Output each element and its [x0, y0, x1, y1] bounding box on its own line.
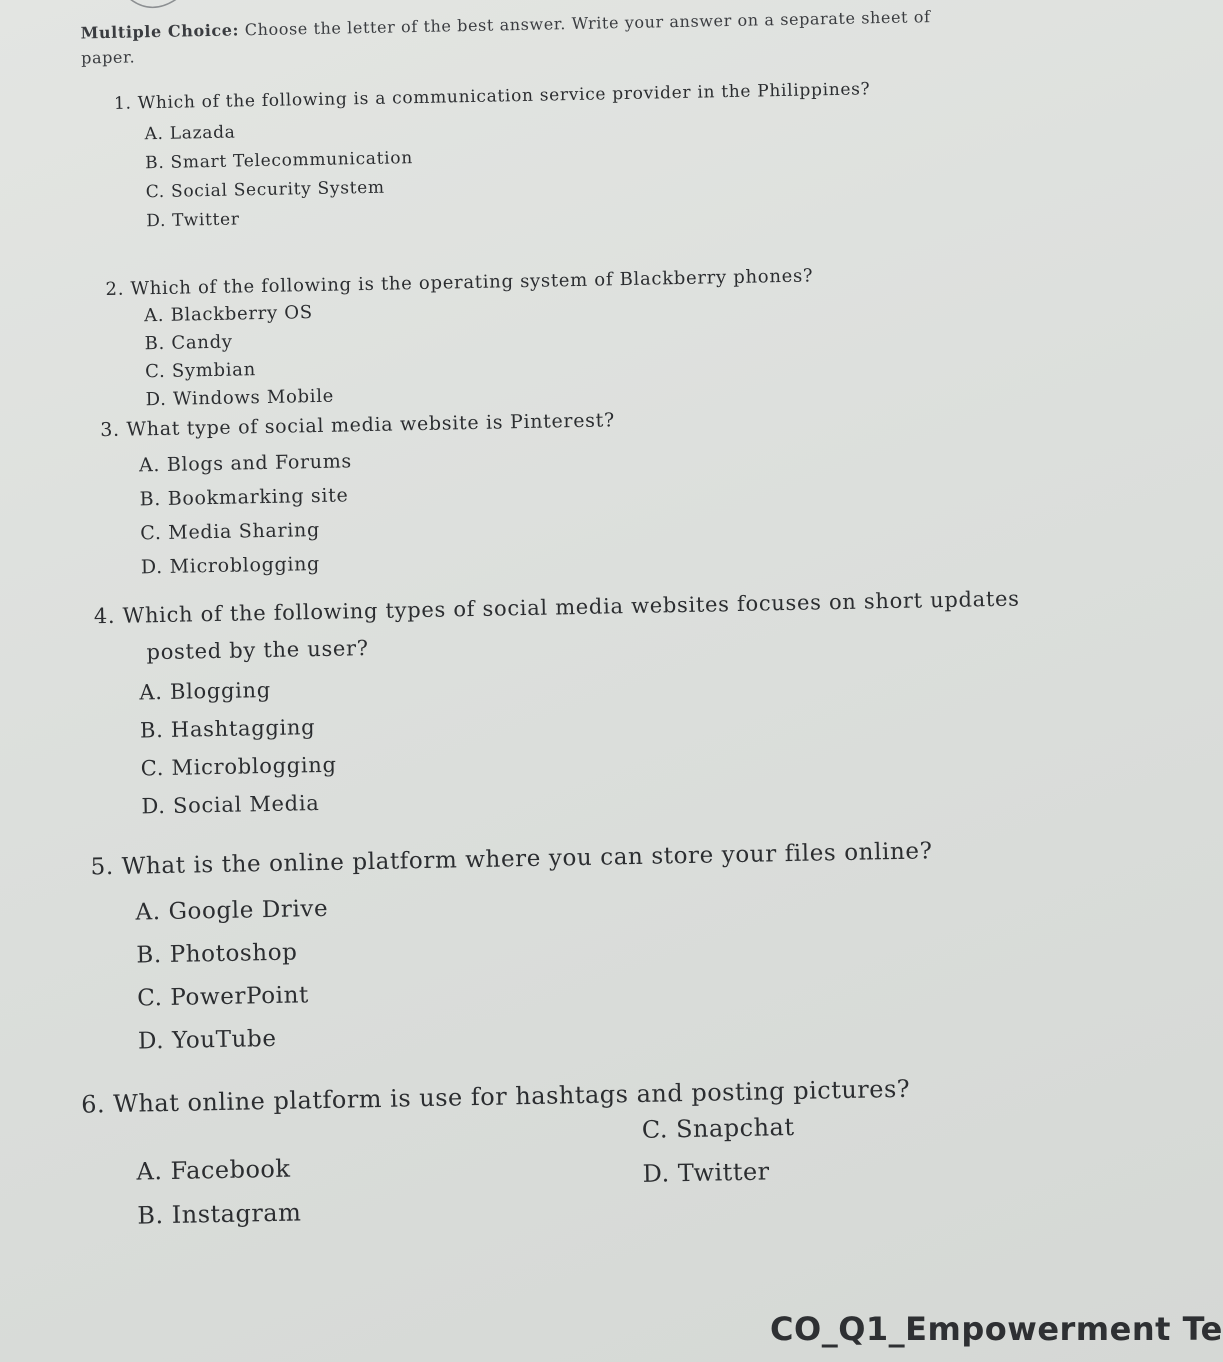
- question-4: [94, 580, 1038, 826]
- question-1-option-c: C. Social Security System: [145, 177, 385, 203]
- instructions-lead: Multiple Choice:: [80, 20, 240, 43]
- question-1-option-b: B. Smart Telecommunication: [144, 148, 414, 174]
- question-3-text: 3. What type of social media website is Pinterest?: [100, 409, 616, 442]
- question-4-option-a: A. Blogging: [139, 677, 272, 705]
- question-2-option-a: A. Blackberry OS: [143, 302, 313, 327]
- question-2-option-c: C. Symbian: [144, 359, 257, 383]
- question-2: [105, 260, 968, 415]
- question-6: [81, 1067, 1084, 1266]
- question-5-option-a: A. Google Drive: [135, 895, 329, 926]
- question-5-option-b: B. Photoshop: [136, 939, 298, 969]
- question-5: [90, 832, 1054, 1064]
- question-3-option-d: D. Microblogging: [140, 552, 321, 579]
- handwritten-mark: [120, 0, 201, 20]
- question-1-option-d: D. Twitter: [146, 209, 240, 232]
- question-5-option-c: C. PowerPoint: [136, 982, 310, 1012]
- question-6-option-d: D. Twitter: [642, 1157, 770, 1188]
- question-2-option-d: D. Windows Mobile: [145, 385, 335, 411]
- question-4-option-b: B. Hashtagging: [139, 715, 316, 743]
- question-6-option-a: A. Facebook: [136, 1154, 291, 1186]
- question-4-option-c: C. Microblogging: [140, 752, 337, 781]
- question-5-option-d: D. YouTube: [137, 1025, 277, 1055]
- question-3: [100, 400, 963, 585]
- question-6-option-b: B. Instagram: [137, 1198, 302, 1230]
- question-4-option-d: D. Social Media: [141, 791, 320, 819]
- question-1-text: 1. Which of the following is a communication service provider in the Philippines?: [113, 79, 871, 114]
- question-6-text: 6. What online platform is use for hashtags and posting pictures?: [80, 1074, 911, 1119]
- question-3-option-b: B. Bookmarking site: [139, 484, 349, 511]
- question-5-text: 5. What is the online platform where you can store your files online?: [90, 838, 933, 881]
- instructions: [80, 3, 981, 70]
- question-1-option-a: A. Lazada: [144, 122, 236, 145]
- question-3-option-c: C. Media Sharing: [140, 518, 321, 545]
- question-2-text: 2. Which of the following is the operating system of Blackberry phones?: [105, 265, 814, 301]
- question-2-option-b: B. Candy: [144, 331, 233, 355]
- question-1: [114, 77, 877, 237]
- footer-module-code: CO_Q1_Empowerment Te: [770, 1310, 1223, 1348]
- instructions-text: Choose the letter of the best answer. Write your answer on a separate sheet of paper.: [80, 7, 931, 68]
- question-3-option-a: A. Blogs and Forums: [138, 450, 353, 477]
- question-6-option-c: C. Snapchat: [641, 1112, 795, 1144]
- question-4-text: 4. Which of the following types of social media websites focuses on short updates posted by the user?: [93, 586, 1020, 665]
